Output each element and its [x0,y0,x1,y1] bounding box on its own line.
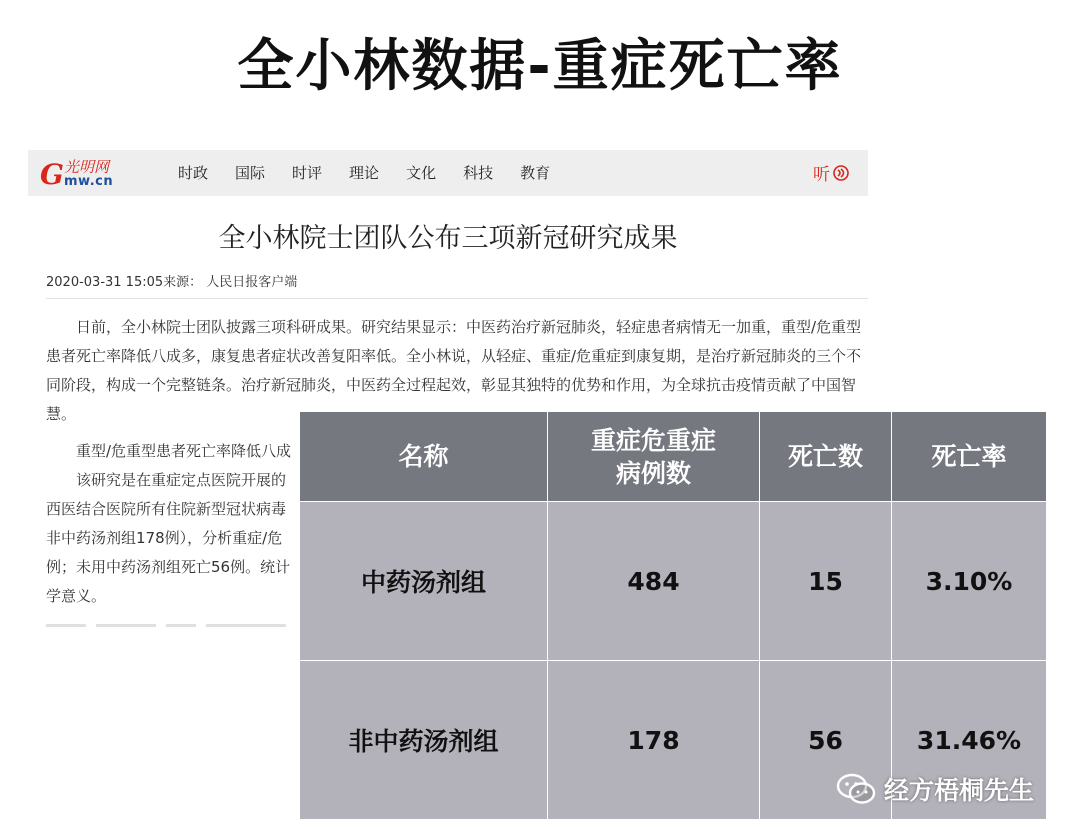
header-severe-cases [548,412,760,502]
watermark [836,771,1034,807]
row-group-name: 中药汤剂组 [300,502,548,661]
slide-title: 全小林数据-重症死亡率 [237,34,843,99]
article-line-5: 非中药汤剂组178例），分析重症/危 [46,529,283,547]
listen-label: 听 [813,165,830,185]
faded-text-line [46,612,336,620]
nav-item-theory[interactable]: 理论 [349,164,380,182]
article-line-4: 西医结合医院所有住院新型冠状病毒 [46,500,287,518]
row-group-name: 非中药汤剂组 [300,661,548,820]
nav-item-education[interactable]: 教育 [520,164,551,182]
sound-icon [832,164,850,182]
logo-chinese: 光明网 [64,158,110,176]
logo-url: mw.cn [64,174,114,189]
watermark-text: 经方梧桐先生 [884,776,1035,805]
row-rate: 31.46% [892,661,1047,820]
article-paragraph-1: 日前，全小林院士团队披露三项科研成果。研究结果显示：中医药治疗新冠肺炎，轻症患者病情无一加重，重型/危重型患者死亡率降低八成多，康复患者症状改善复阳率低。全小林说，从轻症、重症/危重症到康复期，是治疗新冠肺炎的三个不同阶段，构成一个完整链条。治疗新冠肺炎，中医药全过程起效，彰显其独特的优势和作用，为全球抗击疫情贡献了中国智慧。 [46,318,862,423]
article-paragraph-2: 重型/危重型患者死亡率降低八成 [76,442,292,460]
row-deaths: 15 [760,502,892,661]
article-meta: 2020-03-31 15:05来源： 人民日报客户端 [46,275,298,290]
site-logo[interactable] [40,156,130,190]
header-mortality-rate: 死亡率 [892,412,1047,502]
wechat-icon [836,772,878,806]
row-cases: 484 [548,502,760,661]
article-line-6: 例；未用中药汤剂组死亡56例。统计 [46,558,291,576]
nav-item-culture[interactable]: 文化 [406,164,437,182]
nav-item-tech[interactable]: 科技 [463,164,494,182]
header-name: 名称 [300,412,548,502]
nav-item-politics[interactable]: 时政 [178,164,209,182]
row-deaths: 56 [760,661,892,820]
listen-button[interactable] [813,160,850,185]
row-rate: 3.10% [892,502,1047,661]
nav-item-commentary[interactable]: 时评 [292,164,323,182]
divider [46,298,868,299]
header-deaths: 死亡数 [760,412,892,502]
logo-letter: G [40,158,64,191]
article-paragraph-3: 该研究是在重症定点医院开展的 [76,471,287,489]
nav-menu [178,162,577,183]
header-severe-cases-text: 重症危重症 病例数 [590,425,716,488]
site-navbar [28,150,868,196]
row-cases: 178 [548,661,760,820]
nav-item-international[interactable]: 国际 [235,164,266,182]
table-header-row [300,412,1047,502]
table-row [300,502,1047,661]
mortality-table [299,411,1047,820]
article-title: 全小林院士团队公布三项新冠研究成果 [218,223,678,254]
article-line-7: 学意义。 [46,587,107,605]
